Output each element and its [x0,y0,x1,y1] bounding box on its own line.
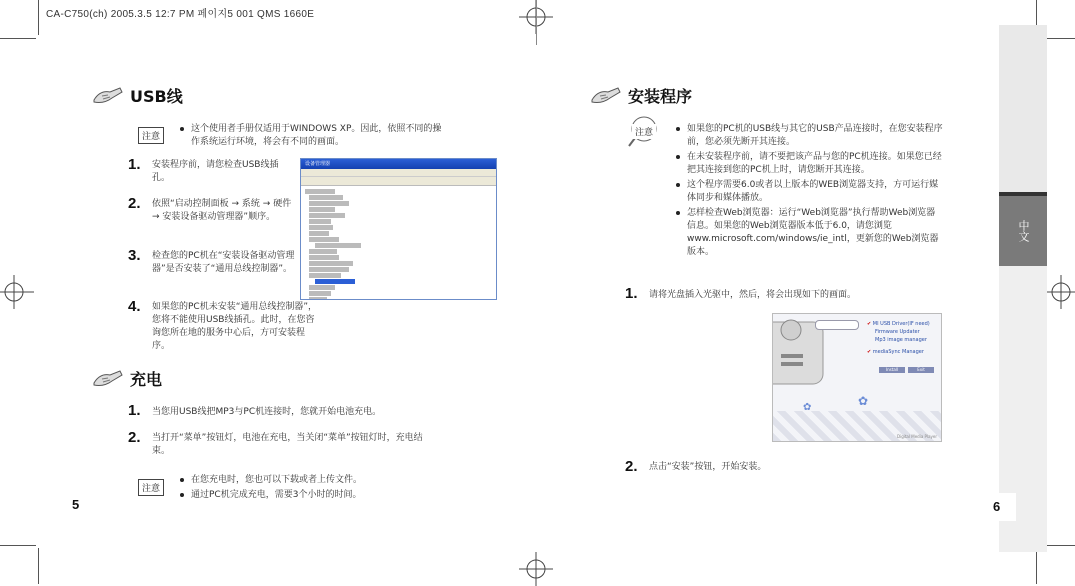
install-note-item: 如果您的PC机的USB线与其它的USB产品连接时，在您安装程序前，您必须先断开其连接。 [674,123,944,149]
registration-mark-bottom [519,552,553,586]
charge-step-text: 当您用USB线把MP3与PC机连接时，您就开始电池充电。 [152,407,382,417]
note-hand-icon [92,86,124,106]
install-section-heading [590,84,692,107]
installer-footer: Digital Media Player [897,434,937,439]
usb-step-number: 4. [128,298,141,315]
installer-option[interactable]: Mp3 image manager [875,337,927,343]
charge-note-item: 在您充电时，您也可以下载或者上传文件。 [178,474,438,487]
charge-step-number: 1. [128,402,141,419]
usb-step-number: 3. [128,247,141,264]
install-section-title: 安装程序 [628,87,693,106]
install-note-item: 这个程序需要6.0或者以上版本的WEB浏览器支持，方可运行媒体同步和媒体播放。 [674,179,944,205]
note-label: 注意 [138,479,164,496]
registration-mark-left [0,275,34,309]
usb-step-text: 检查您的PC机在“安装设备驱动管理器”是否安装了“通用总线控制器”。 [152,251,295,274]
install-note-item: 怎样检查Web浏览器：运行“Web浏览器”执行帮助Web浏览器信息。如果您的Web浏览器版本低于6.0，请您浏览www.microsoft.com/windows/ie_intl，更新您的Web浏览器版本。 [674,207,944,259]
installer-option[interactable]: ✔ mediaSync Manager [867,349,924,355]
install-note [632,120,656,139]
usb-step-number: 2. [128,195,141,212]
charge-step-text: 当打开“菜单”按钮灯，电池在充电，当关闭“菜单”按钮灯时，充电结束。 [152,433,423,456]
note-hand-icon [590,86,622,106]
charge-section-heading [92,367,162,390]
charge-step-number: 2. [128,429,141,446]
install-note-text [674,123,944,261]
device-manager-title: 设备管理器 [301,159,496,169]
install-step-number: 1. [625,285,638,302]
print-header: CA-C750(ch) 2005.3.5 12:7 PM 페이지5 001 QMS 1660E [46,9,315,20]
usb-note-text [178,123,448,151]
language-tab-label: 中文 [1017,220,1030,242]
usb-section-title: USB线 [130,87,183,106]
installer-exit-button[interactable]: Exit [908,367,934,373]
device-manager-screenshot [300,158,497,300]
usb-note [138,124,164,144]
usb-step-text: 依照“启动控制面板 → 系统 → 硬件 → 安装设备驱动管理器”顺序。 [152,199,292,222]
installer-option[interactable]: Firmware Updater [875,329,920,335]
charge-note [138,476,164,496]
install-step-text: 请将光盘插入光驱中，然后，将会出现如下的画面。 [649,290,857,300]
language-tab [999,196,1047,266]
install-step-text: 点击“安装”按钮，开始安装。 [649,462,767,472]
page-number-left: 5 [72,497,80,512]
installer-option[interactable]: ✔ MI USB Driver(IF need) [867,321,930,327]
install-step-number: 2. [625,458,638,475]
note-label: 注意 [138,127,164,144]
usb-step-number: 1. [128,156,141,173]
charge-note-text [178,474,438,504]
note-label: 注意 [632,124,656,139]
usb-note-item: 这个使用者手册仅适用于WINDOWS XP。因此，依照不同的操作系统运行环境，将会有不同的画面。 [178,123,448,149]
charge-section-title: 充电 [130,370,163,389]
install-note-item: 在未安装程序前，请不要把该产品与您的PC机连接。如果您已经把其连接到您的PC机上时，请您断开其连接。 [674,151,944,177]
usb-section-heading [92,84,183,107]
charge-note-item: 通过PC机完成充电，需要3个小时的时间。 [178,489,438,502]
page-number-right: 6 [993,499,1001,514]
usb-step-text: 安装程序前，请您检查USB线插孔。 [152,160,279,183]
decorative-flower-icon: ✿ [858,394,869,408]
installer-install-button[interactable]: Install [879,367,905,373]
note-hand-icon [92,369,124,389]
installer-screenshot [772,313,942,442]
decorative-flower-icon: ✿ [803,402,812,413]
usb-step-text: 如果您的PC机未安装“通用总线控制器”，您将不能使用USB线插孔。此时，在您咨询您所在地的服务中心后，方可安装程序。 [152,302,318,351]
